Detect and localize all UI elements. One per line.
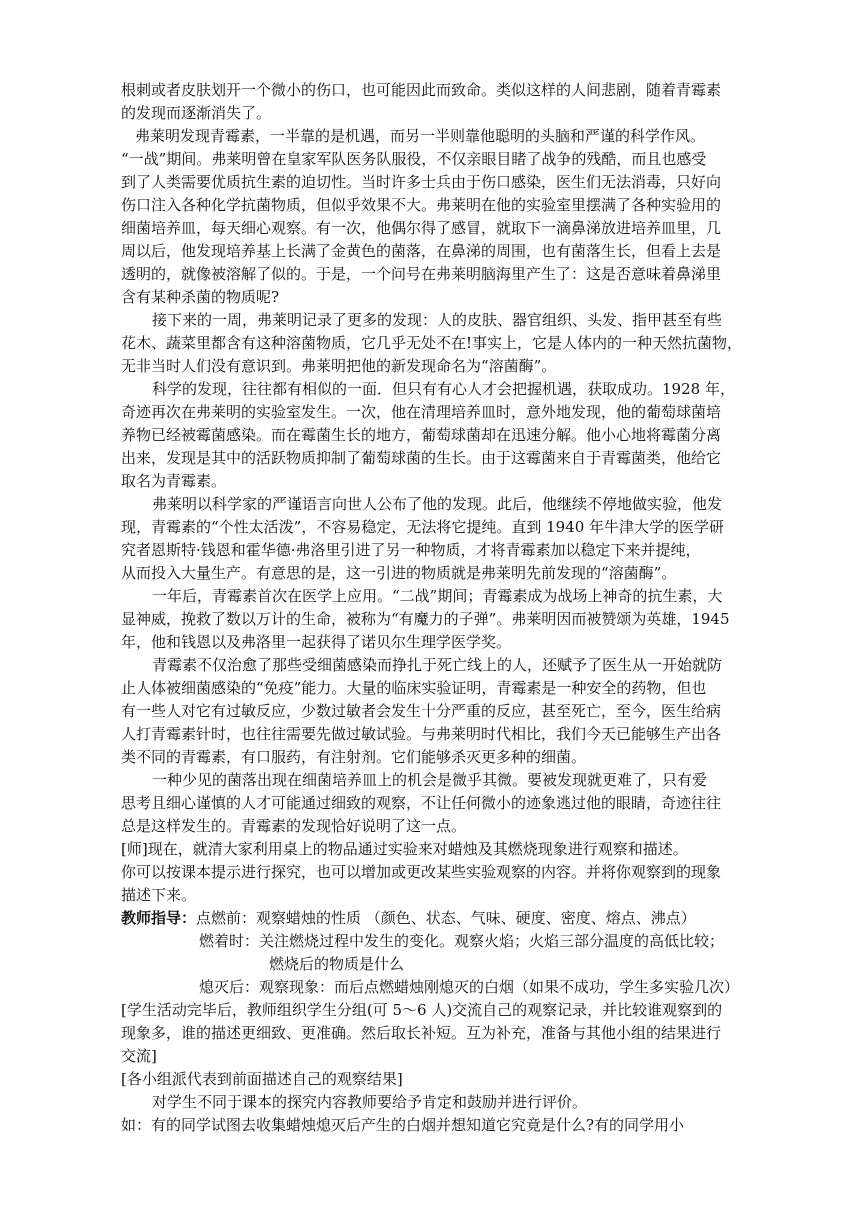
text-line: 现象多，谁的描述更细致、更准确。然后取长补短。互为补充，准备与其他小组的结果进行 xyxy=(121,1024,722,1042)
teacher-guide-label: 教师指导： xyxy=(121,909,197,927)
text-line: 透明的，就像被溶解了似的。于是，一个问号在弗莱明脑海里产生了：这是否意味着鼻涕里 xyxy=(121,265,722,283)
text-line: 如：有的同学试图去收集蜡烛熄灭后产生的白烟并想知道它究竟是什么?有的同学用小 xyxy=(121,1116,685,1134)
text-line: 接下来的一周，弗莱明记录了更多的发现：人的皮肤、器官组织、头发、指甲甚至有些 xyxy=(152,311,723,329)
guide-while-burning: 燃着时：关注燃烧过程中发生的变化。观察火焰；火焰三部分温度的高低比较； xyxy=(199,932,725,950)
text-line: 现，青霉素的“个性太活泼”，不容易稳定，无法将它提纯。直到 1940 年牛津大学的医学研 xyxy=(121,518,725,536)
text-line: 奇迹再次在弗莱明的实验室发生。一次，他在清理培养皿时，意外地发现，他的葡萄球菌培 xyxy=(121,403,722,421)
text-line: 青霉素不仅治愈了那些受细菌感染而挣扎于死亡线上的人，还赋予了医生从一开始就防 xyxy=(152,656,723,674)
text-line: 的发现而逐渐消失了。 xyxy=(121,104,272,122)
text-line: 显神威，挽救了数以万计的生命，被称为“有魔力的子弹”。弗莱明因而被赞颂为英雄，1945 xyxy=(121,610,730,628)
text-line: 取名为青霉素。 xyxy=(121,472,227,490)
text-line: 止人体被细菌感染的“免疫”能力。大量的临床实验证明，青霉素是一种安全的药物，但也 xyxy=(121,679,707,697)
teacher-instruction: [师]现在，就清大家利用桌上的物品通过实验来对蜡烛及其燃烧现象进行观察和描述。 xyxy=(121,840,688,858)
teacher-guide-row xyxy=(121,908,696,930)
text-line: 含有某种杀菌的物质呢? xyxy=(121,288,280,306)
text-line: 描述下来。 xyxy=(121,886,197,904)
text-line: 你可以按课本提示进行探究，也可以增加或更改某些实验观察的内容。并将你观察到的现象 xyxy=(121,863,722,881)
text-line: 无非当时人们没有意识到。弗莱明把他的新发现命名为“溶菌酶”。 xyxy=(121,357,557,375)
text-line: 周以后，他发现培养基上长满了金黄色的菌落，在鼻涕的周围，也有菌落生长，但看上去是 xyxy=(121,242,722,260)
text-line: 人打青霉素针时，也往往需要先做过敏试验。与弗莱明时代相比，我们今天已能够生产出各 xyxy=(121,725,722,743)
text-line: 交流] xyxy=(121,1047,157,1065)
text-line: 类不同的青霉素，有口服药，有注射剂。它们能够杀灭更多种的细菌。 xyxy=(121,748,587,766)
text-line: [学生活动完毕后，教师组织学生分组(可 5～6 人)交流自己的观察记录，并比较谁观察到的 xyxy=(121,1001,723,1019)
text-line: 对学生不同于课本的探究内容教师要给予肯定和鼓励并进行评价。 xyxy=(152,1093,588,1111)
text-line: 细菌培养皿，每天细心观察。有一次，他偶尔得了感冒，就取下一滴鼻涕放进培养皿里，几 xyxy=(121,219,722,237)
text-line: 一年后，青霉素首次在医学上应用。“二战”期间；青霉素成为战场上神奇的抗生素，大 xyxy=(152,587,723,605)
guide-while-burning-cont: 燃烧后的物质是什么 xyxy=(269,955,405,973)
text-line: 弗莱明发现青霉素，一半靠的是机遇，而另一半则靠他聪明的头脑和严谨的科学作风。 xyxy=(135,127,706,145)
text-line: 根刺或者皮肤划开一个微小的伤口，也可能因此而致命。类似这样的人间悲剧，随着青霉素 xyxy=(121,81,722,99)
text-line: 思考且细心谨慎的人才可能通过细致的观察，不让任何微小的迹象逃过他的眼睛，奇迹往往 xyxy=(121,794,722,812)
text-line: “一战”期间。弗莱明曾在皇家军队医务队服役，不仅亲眼目睹了战争的残酷，而且也感受 xyxy=(121,150,707,168)
text-line: 科学的发现，往往都有相似的一面．但只有有心人才会把握机遇，获取成功。1928 年， xyxy=(152,380,735,398)
text-line: 究者恩斯特·钱恩和霍华德·弗洛里引进了另一种物质，才将青霉素加以稳定下来并提纯， xyxy=(121,541,701,559)
guide-after-extinguish: 熄灭后：观察现象：而后点燃蜡烛刚熄灭的白烟（如果不成功，学生多实验几次） xyxy=(199,978,740,996)
text-line: 出来，发现是其中的活跃物质抑制了葡萄球菌的生长。由于这霉菌来自于青霉菌类，他给它 xyxy=(121,449,722,467)
text-line: [各小组派代表到前面描述自己的观察结果] xyxy=(121,1070,403,1088)
text-line: 弗莱明以科学家的严谨语言向世人公布了他的发现。此后，他继续不停地做实验，他发 xyxy=(152,495,723,513)
text-line: 到了人类需要优质抗生素的迫切性。当时许多士兵由于伤口感染，医生们无法消毒，只好向 xyxy=(121,173,722,191)
text-line: 一种少见的菌落出现在细菌培养皿上的机会是微乎其微。要被发现就更难了，只有爱 xyxy=(152,771,708,789)
guide-before-lighting: 点燃前：观察蜡烛的性质 （颜色、状态、气味、硬度、密度、熔点、沸点） xyxy=(196,909,696,927)
text-line: 花木、蔬菜里都含有这种溶菌物质，它几乎无处不在!事实上，它是人体内的一种天然抗菌物， xyxy=(121,334,743,352)
text-line: 养物已经被霉菌感染。而在霉菌生长的地方，葡萄球菌却在迅速分解。他小心地将霉菌分离 xyxy=(121,426,722,444)
text-line: 伤口注入各种化学抗菌物质，但似乎效果不大。弗莱明在他的实验室里摆满了各种实验用的 xyxy=(121,196,722,214)
text-line: 从而投入大量生产。有意思的是，这一引进的物质就是弗莱明先前发现的“溶菌酶”。 xyxy=(121,564,677,582)
text-line: 有一些人对它有过敏反应，少数过敏者会发生十分严重的反应，甚至死亡，至今，医生给病 xyxy=(121,702,722,720)
text-line: 年，他和钱恩以及弗洛里一起获得了诺贝尔生理学医学奖。 xyxy=(121,633,512,651)
text-line: 总是这样发生的。青霉素的发现恰好说明了这一点。 xyxy=(121,817,467,835)
